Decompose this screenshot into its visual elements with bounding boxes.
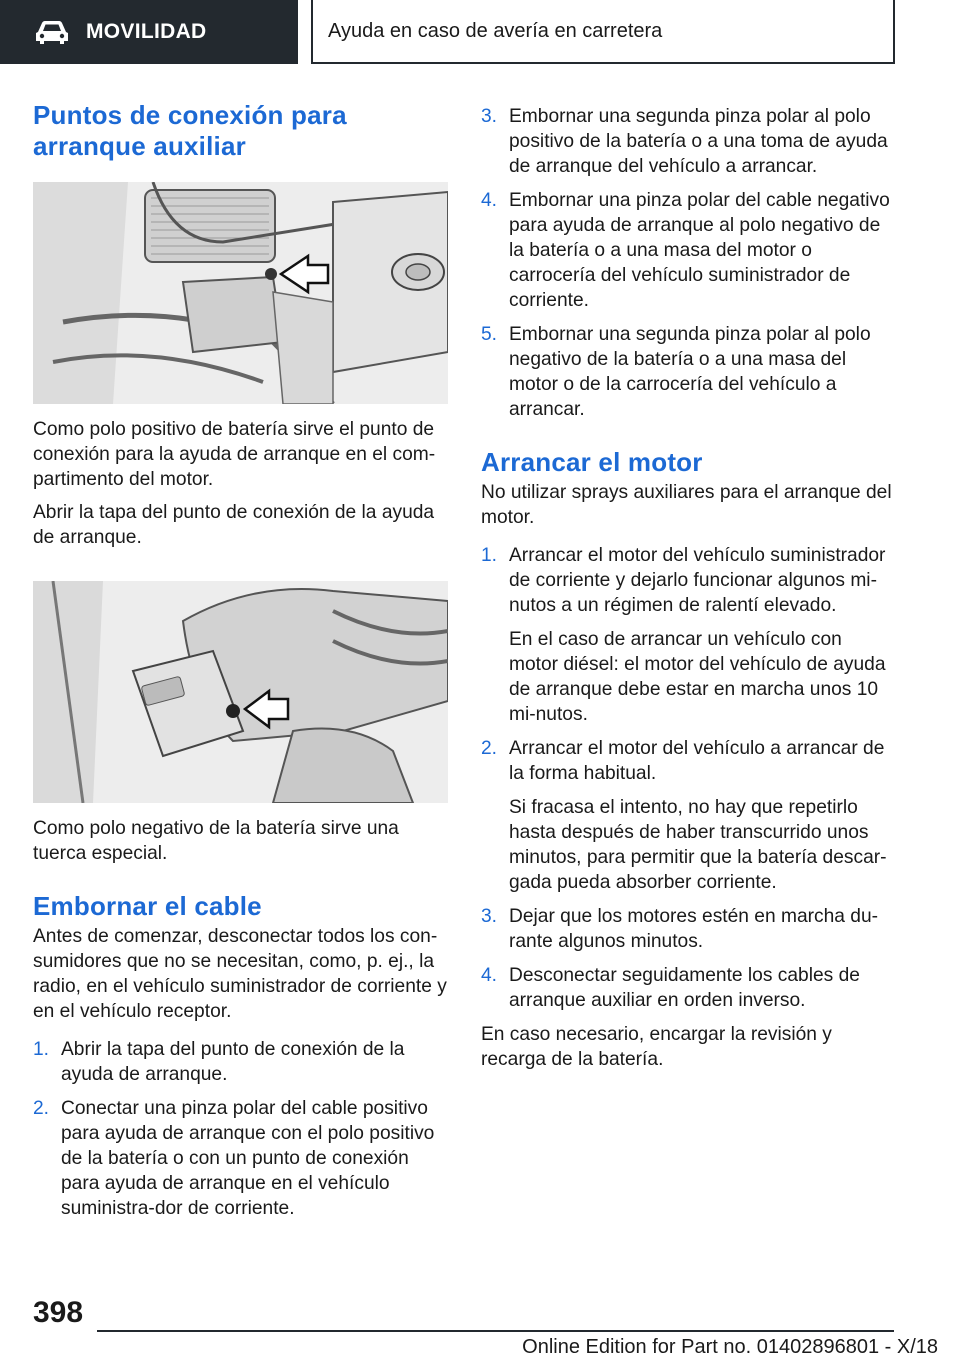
- step-text: Embornar una segunda pinza polar al polo negativo de la batería o a una masa del motor o de la carrocería del vehículo a arrancar.: [509, 324, 871, 420]
- paragraph-no-sprays: No utilizar sprays auxiliares para el arranque del motor.: [481, 482, 892, 528]
- list-item: [481, 736, 896, 895]
- step-number: 1.: [33, 1039, 50, 1060]
- step-number: 2.: [33, 1098, 50, 1119]
- step-number: 4.: [481, 965, 498, 986]
- footer-divider: [97, 1330, 894, 1332]
- list-item: [481, 322, 896, 422]
- engine-bay-positive-terminal-illustration: [33, 182, 448, 404]
- step-text: Dejar que los motores estén en marcha du-rante algunos minutos.: [509, 906, 879, 952]
- list-item: [33, 1096, 448, 1221]
- step-number: 3.: [481, 906, 498, 927]
- connect-steps-list-continued: [481, 104, 896, 422]
- paragraph-negative-pole: Como polo negativo de la batería sirve una tuerca especial.: [33, 818, 399, 864]
- connect-steps-list: [33, 1037, 448, 1221]
- edition-note: Online Edition for Part no. 01402896801 - X/18: [522, 1336, 938, 1358]
- list-item: [33, 1037, 448, 1087]
- step-note: Si fracasa el intento, no hay que repetirlo hasta después de haber transcurrido unos minutos, para permitir que la batería descar-gada pueda absorber corriente.: [509, 797, 887, 893]
- step-number: 1.: [481, 545, 498, 566]
- step-number: 4.: [481, 190, 498, 211]
- section-tab: [0, 0, 298, 64]
- paragraph-battery-check: En caso necesario, encargar la revisión y recarga de la batería.: [481, 1024, 832, 1070]
- list-item: [481, 188, 896, 313]
- step-number: 2.: [481, 738, 498, 759]
- step-number: 3.: [481, 106, 498, 127]
- chapter-title: Ayuda en caso de avería en carretera: [328, 19, 663, 42]
- step-text: Embornar una segunda pinza polar al polo positivo de la batería o a una toma de ayuda de arranque del vehículo a arrancar.: [509, 106, 888, 177]
- list-item: [481, 543, 896, 727]
- section-title: MOVILIDAD: [86, 20, 207, 43]
- heading-connect-cable: Embornar el cable: [33, 891, 262, 921]
- paragraph-open-cover: Abrir la tapa del punto de conexión de la ayuda de arranque.: [33, 502, 435, 548]
- page-number: 398: [33, 1296, 84, 1329]
- list-item: [481, 963, 896, 1013]
- heading-connection-points: Puntos de conexión para arranque auxiliar: [33, 100, 347, 161]
- step-text: Abrir la tapa del punto de conexión de la ayuda de arranque.: [61, 1039, 405, 1085]
- heading-start-engine: Arrancar el motor: [481, 447, 703, 477]
- paragraph-positive-pole: Como polo positivo de batería sirve el punto de conexión para la ayuda de arranque en el com-partimento del motor.: [33, 419, 436, 490]
- step-note: En el caso de arrancar un vehículo con motor diésel: el motor del vehículo de ayuda de arranque debe estar en marcha unos 10 mi-nutos.: [509, 629, 886, 725]
- engine-bay-negative-terminal-illustration: [33, 581, 448, 803]
- step-text: Embornar una pinza polar del cable negativo para ayuda de arranque al polo negativo de la batería o a una masa del motor o carrocería del vehículo suministrador de corriente.: [509, 190, 890, 311]
- step-text: Conectar una pinza polar del cable positivo para ayuda de arranque con el polo positivo de la batería o con un punto de conexión para ayuda de arranque en el vehículo suministra-dor de corriente.: [61, 1098, 435, 1219]
- paragraph-disconnect-consumers: Antes de comenzar, desconectar todos los con-sumidores que no se necesitan, como, p. ej., la radio, en el vehículo suministrador de corriente y en el vehículo receptor.: [33, 926, 447, 1022]
- chapter-header: [311, 0, 895, 64]
- step-number: 5.: [481, 324, 498, 345]
- step-text: Arrancar el motor del vehículo a arrancar de la forma habitual.: [509, 738, 885, 784]
- right-column: [481, 100, 896, 1072]
- step-text: Desconectar seguidamente los cables de arranque auxiliar en orden inverso.: [509, 965, 860, 1011]
- list-item: [481, 104, 896, 179]
- step-text: Arrancar el motor del vehículo suministrador de corriente y dejarlo funcionar algunos mi-nutos a un régimen de ralentí elevado.: [509, 545, 886, 616]
- start-steps-list: [481, 543, 896, 1013]
- list-item: [481, 904, 896, 954]
- left-column: [33, 100, 448, 1221]
- car-icon: [34, 18, 70, 46]
